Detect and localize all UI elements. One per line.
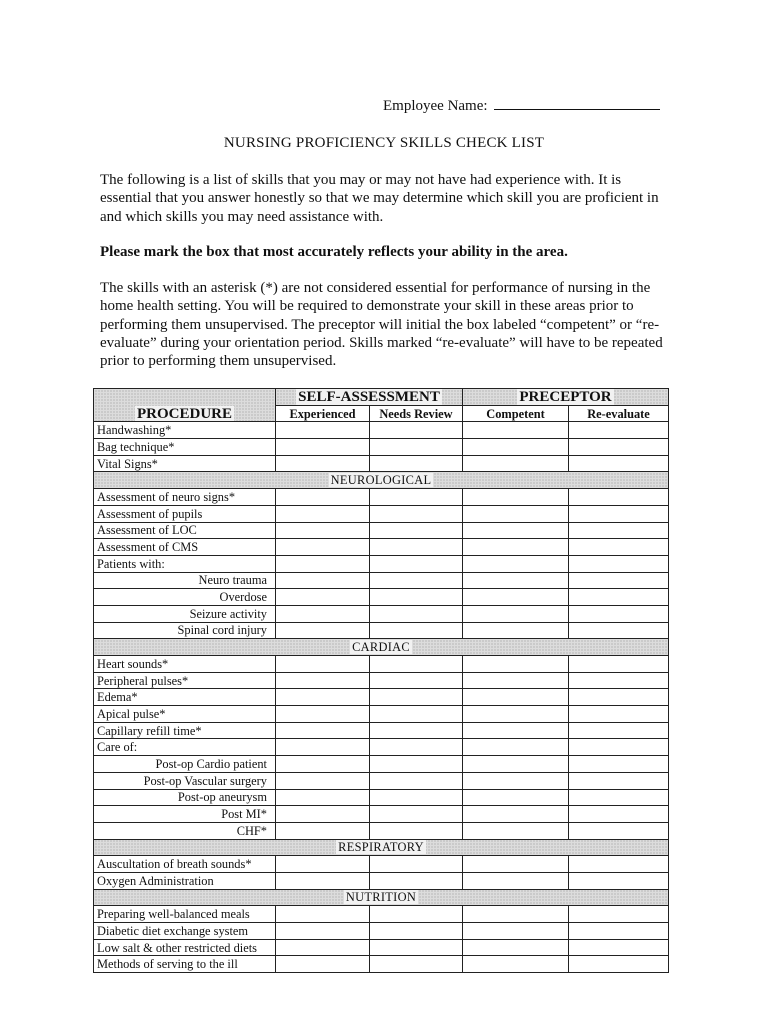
- procedure-label: Handwashing*: [94, 422, 276, 439]
- reevaluate-checkbox[interactable]: [569, 923, 669, 940]
- competent-checkbox[interactable]: [463, 756, 569, 773]
- reevaluate-checkbox[interactable]: [569, 522, 669, 539]
- reevaluate-checkbox[interactable]: [569, 605, 669, 622]
- reevaluate-checkbox[interactable]: [569, 872, 669, 889]
- section-heading: [94, 839, 669, 856]
- reevaluate-checkbox[interactable]: [569, 505, 669, 522]
- experienced-checkbox[interactable]: [276, 856, 370, 873]
- needs-review-checkbox[interactable]: [370, 422, 463, 439]
- intro-paragraph-3: The skills with an asterisk (*) are not considered essential for performance of nursing in the home health setting. You will be required to demonstrate your skill in these areas prior to performing them unsupervised. The preceptor will initial the box labeled “competent” or “re-evaluate” during your orientation period. Skills marked “re-evaluate” will have to be repeated prior to performing them unsupervised.: [100, 280, 663, 370]
- reevaluate-checkbox[interactable]: [569, 656, 669, 673]
- reevaluate-checkbox[interactable]: [569, 906, 669, 923]
- experienced-checkbox[interactable]: [276, 522, 370, 539]
- procedure-label: Capillary refill time*: [94, 722, 276, 739]
- experienced-checkbox[interactable]: [276, 622, 370, 639]
- competent-checkbox[interactable]: [463, 806, 569, 823]
- procedure-label: Neuro trauma: [94, 572, 276, 589]
- needs-review-checkbox[interactable]: [370, 956, 463, 973]
- needs-review-checkbox[interactable]: [370, 555, 463, 572]
- experienced-checkbox[interactable]: [276, 722, 370, 739]
- table-row: [94, 856, 669, 873]
- skills-table-body: [94, 422, 669, 973]
- procedure-label: Post MI*: [94, 806, 276, 823]
- experienced-checkbox[interactable]: [276, 489, 370, 506]
- needs-review-checkbox[interactable]: [370, 923, 463, 940]
- needs-review-checkbox[interactable]: [370, 522, 463, 539]
- experienced-checkbox[interactable]: [276, 672, 370, 689]
- procedure-label: Diabetic diet exchange system: [94, 923, 276, 940]
- procedure-label: Vital Signs*: [94, 455, 276, 472]
- section-row: [94, 639, 669, 656]
- needs-review-checkbox[interactable]: [370, 689, 463, 706]
- experienced-checkbox[interactable]: [276, 939, 370, 956]
- reevaluate-checkbox[interactable]: [569, 622, 669, 639]
- reevaluate-checkbox[interactable]: [569, 722, 669, 739]
- competent-checkbox[interactable]: [463, 772, 569, 789]
- reevaluate-checkbox[interactable]: [569, 572, 669, 589]
- employee-name-field: [383, 97, 660, 115]
- section-heading: [94, 472, 669, 489]
- reevaluate-checkbox[interactable]: [569, 589, 669, 606]
- procedure-label: Oxygen Administration: [94, 872, 276, 889]
- reevaluate-checkbox[interactable]: [569, 856, 669, 873]
- experienced-checkbox[interactable]: [276, 589, 370, 606]
- table-row: [94, 656, 669, 673]
- section-label: RESPIRATORY: [338, 840, 424, 855]
- competent-checkbox[interactable]: [463, 672, 569, 689]
- experienced-checkbox[interactable]: [276, 706, 370, 723]
- experienced-checkbox[interactable]: [276, 505, 370, 522]
- competent-checkbox[interactable]: [463, 539, 569, 556]
- needs-review-checkbox[interactable]: [370, 455, 463, 472]
- competent-checkbox[interactable]: [463, 489, 569, 506]
- col-experienced: Experienced: [276, 405, 370, 422]
- experienced-checkbox[interactable]: [276, 956, 370, 973]
- procedure-label: CHF*: [94, 822, 276, 839]
- needs-review-checkbox[interactable]: [370, 505, 463, 522]
- section-heading: [94, 639, 669, 656]
- procedure-label: Post-op aneurysm: [94, 789, 276, 806]
- table-row: [94, 789, 669, 806]
- experienced-checkbox[interactable]: [276, 605, 370, 622]
- competent-checkbox[interactable]: [463, 739, 569, 756]
- reevaluate-checkbox[interactable]: [569, 789, 669, 806]
- competent-checkbox[interactable]: [463, 656, 569, 673]
- procedure-label: Heart sounds*: [94, 656, 276, 673]
- skills-checklist-table: [93, 388, 669, 973]
- table-row: [94, 722, 669, 739]
- employee-name-label: Employee Name:: [383, 98, 488, 114]
- reevaluate-checkbox[interactable]: [569, 489, 669, 506]
- competent-checkbox[interactable]: [463, 455, 569, 472]
- experienced-checkbox[interactable]: [276, 689, 370, 706]
- section-heading: [94, 889, 669, 906]
- section-row: [94, 839, 669, 856]
- experienced-checkbox[interactable]: [276, 872, 370, 889]
- table-row: [94, 772, 669, 789]
- competent-checkbox[interactable]: [463, 872, 569, 889]
- reevaluate-checkbox[interactable]: [569, 422, 669, 439]
- table-row: [94, 539, 669, 556]
- reevaluate-checkbox[interactable]: [569, 689, 669, 706]
- table-row: [94, 739, 669, 756]
- competent-checkbox[interactable]: [463, 956, 569, 973]
- table-row: [94, 872, 669, 889]
- table-row: [94, 672, 669, 689]
- procedure-label: Bag technique*: [94, 439, 276, 456]
- needs-review-checkbox[interactable]: [370, 756, 463, 773]
- needs-review-checkbox[interactable]: [370, 822, 463, 839]
- section-row: [94, 889, 669, 906]
- col-needs-review: Needs Review: [370, 405, 463, 422]
- competent-checkbox[interactable]: [463, 822, 569, 839]
- table-row: [94, 605, 669, 622]
- table-row: [94, 572, 669, 589]
- experienced-checkbox[interactable]: [276, 739, 370, 756]
- needs-review-checkbox[interactable]: [370, 872, 463, 889]
- procedure-label: Low salt & other restricted diets: [94, 939, 276, 956]
- competent-checkbox[interactable]: [463, 522, 569, 539]
- experienced-checkbox[interactable]: [276, 422, 370, 439]
- experienced-checkbox[interactable]: [276, 555, 370, 572]
- table-row: [94, 455, 669, 472]
- col-competent: Competent: [463, 405, 569, 422]
- preceptor-header: PRECEPTOR: [463, 389, 669, 406]
- self-assessment-header: SELF-ASSESSMENT: [276, 389, 463, 406]
- table-row: [94, 622, 669, 639]
- needs-review-checkbox[interactable]: [370, 739, 463, 756]
- competent-checkbox[interactable]: [463, 856, 569, 873]
- table-row: [94, 555, 669, 572]
- experienced-checkbox[interactable]: [276, 756, 370, 773]
- procedure-label: Assessment of neuro signs*: [94, 489, 276, 506]
- table-row: [94, 906, 669, 923]
- competent-checkbox[interactable]: [463, 555, 569, 572]
- reevaluate-checkbox[interactable]: [569, 455, 669, 472]
- procedure-label: Overdose: [94, 589, 276, 606]
- page-title: NURSING PROFICIENCY SKILLS CHECK LIST: [223, 135, 545, 151]
- experienced-checkbox[interactable]: [276, 539, 370, 556]
- instruction-paragraph: Please mark the box that most accurately reflects your ability in the area.: [100, 244, 568, 260]
- competent-checkbox[interactable]: [463, 572, 569, 589]
- reevaluate-checkbox[interactable]: [569, 439, 669, 456]
- experienced-checkbox[interactable]: [276, 656, 370, 673]
- competent-checkbox[interactable]: [463, 689, 569, 706]
- procedure-label: Assessment of pupils: [94, 505, 276, 522]
- needs-review-checkbox[interactable]: [370, 939, 463, 956]
- table-row: [94, 689, 669, 706]
- col-reevaluate: Re-evaluate: [569, 405, 669, 422]
- table-row: [94, 522, 669, 539]
- reevaluate-checkbox[interactable]: [569, 706, 669, 723]
- needs-review-checkbox[interactable]: [370, 605, 463, 622]
- needs-review-checkbox[interactable]: [370, 856, 463, 873]
- procedure-header: PROCEDURE: [94, 389, 276, 422]
- reevaluate-checkbox[interactable]: [569, 739, 669, 756]
- competent-checkbox[interactable]: [463, 439, 569, 456]
- procedure-label: Patients with:: [94, 555, 276, 572]
- procedure-label: Seizure activity: [94, 605, 276, 622]
- section-row: [94, 472, 669, 489]
- needs-review-checkbox[interactable]: [370, 722, 463, 739]
- procedure-label: Apical pulse*: [94, 706, 276, 723]
- procedure-label: Preparing well-balanced meals: [94, 906, 276, 923]
- table-row: [94, 706, 669, 723]
- procedure-label: Assessment of CMS: [94, 539, 276, 556]
- needs-review-checkbox[interactable]: [370, 439, 463, 456]
- competent-checkbox[interactable]: [463, 789, 569, 806]
- experienced-checkbox[interactable]: [276, 439, 370, 456]
- reevaluate-checkbox[interactable]: [569, 806, 669, 823]
- competent-checkbox[interactable]: [463, 505, 569, 522]
- section-label: NUTRITION: [345, 890, 417, 905]
- needs-review-checkbox[interactable]: [370, 622, 463, 639]
- competent-checkbox[interactable]: [463, 722, 569, 739]
- competent-checkbox[interactable]: [463, 589, 569, 606]
- table-row: [94, 822, 669, 839]
- procedure-label: Spinal cord injury: [94, 622, 276, 639]
- procedure-label: Post-op Cardio patient: [94, 756, 276, 773]
- competent-checkbox[interactable]: [463, 605, 569, 622]
- experienced-checkbox[interactable]: [276, 455, 370, 472]
- experienced-checkbox[interactable]: [276, 822, 370, 839]
- experienced-checkbox[interactable]: [276, 572, 370, 589]
- reevaluate-checkbox[interactable]: [569, 756, 669, 773]
- table-row: [94, 939, 669, 956]
- needs-review-checkbox[interactable]: [370, 656, 463, 673]
- procedure-label: Peripheral pulses*: [94, 672, 276, 689]
- competent-checkbox[interactable]: [463, 939, 569, 956]
- section-label: NEUROLOGICAL: [330, 473, 432, 488]
- competent-checkbox[interactable]: [463, 422, 569, 439]
- reevaluate-checkbox[interactable]: [569, 555, 669, 572]
- reevaluate-checkbox[interactable]: [569, 956, 669, 973]
- reevaluate-checkbox[interactable]: [569, 672, 669, 689]
- procedure-label: Care of:: [94, 739, 276, 756]
- table-row: [94, 589, 669, 606]
- experienced-checkbox[interactable]: [276, 906, 370, 923]
- table-row: [94, 956, 669, 973]
- reevaluate-checkbox[interactable]: [569, 822, 669, 839]
- experienced-checkbox[interactable]: [276, 789, 370, 806]
- procedure-label: Methods of serving to the ill: [94, 956, 276, 973]
- needs-review-checkbox[interactable]: [370, 806, 463, 823]
- table-row: [94, 505, 669, 522]
- needs-review-checkbox[interactable]: [370, 789, 463, 806]
- reevaluate-checkbox[interactable]: [569, 539, 669, 556]
- needs-review-checkbox[interactable]: [370, 539, 463, 556]
- reevaluate-checkbox[interactable]: [569, 772, 669, 789]
- table-row: [94, 489, 669, 506]
- competent-checkbox[interactable]: [463, 923, 569, 940]
- reevaluate-checkbox[interactable]: [569, 939, 669, 956]
- experienced-checkbox[interactable]: [276, 772, 370, 789]
- table-row: [94, 422, 669, 439]
- procedure-label: Auscultation of breath sounds*: [94, 856, 276, 873]
- experienced-checkbox[interactable]: [276, 806, 370, 823]
- needs-review-checkbox[interactable]: [370, 672, 463, 689]
- needs-review-checkbox[interactable]: [370, 772, 463, 789]
- competent-checkbox[interactable]: [463, 706, 569, 723]
- procedure-label: Post-op Vascular surgery: [94, 772, 276, 789]
- competent-checkbox[interactable]: [463, 622, 569, 639]
- needs-review-checkbox[interactable]: [370, 572, 463, 589]
- intro-paragraph-1: The following is a list of skills that you may or may not have had experience with. It is essential that you answer honestly so that we may determine which skill you are proficient in and which skills you may need assistance with.: [100, 172, 659, 225]
- procedure-label: Assessment of LOC: [94, 522, 276, 539]
- procedure-label: Edema*: [94, 689, 276, 706]
- needs-review-checkbox[interactable]: [370, 706, 463, 723]
- table-row: [94, 439, 669, 456]
- table-header-row-1: [94, 389, 669, 406]
- table-row: [94, 806, 669, 823]
- needs-review-checkbox[interactable]: [370, 489, 463, 506]
- competent-checkbox[interactable]: [463, 906, 569, 923]
- table-row: [94, 756, 669, 773]
- needs-review-checkbox[interactable]: [370, 589, 463, 606]
- employee-name-blank[interactable]: [494, 97, 660, 110]
- experienced-checkbox[interactable]: [276, 923, 370, 940]
- section-label: CARDIAC: [352, 640, 410, 655]
- table-row: [94, 923, 669, 940]
- needs-review-checkbox[interactable]: [370, 906, 463, 923]
